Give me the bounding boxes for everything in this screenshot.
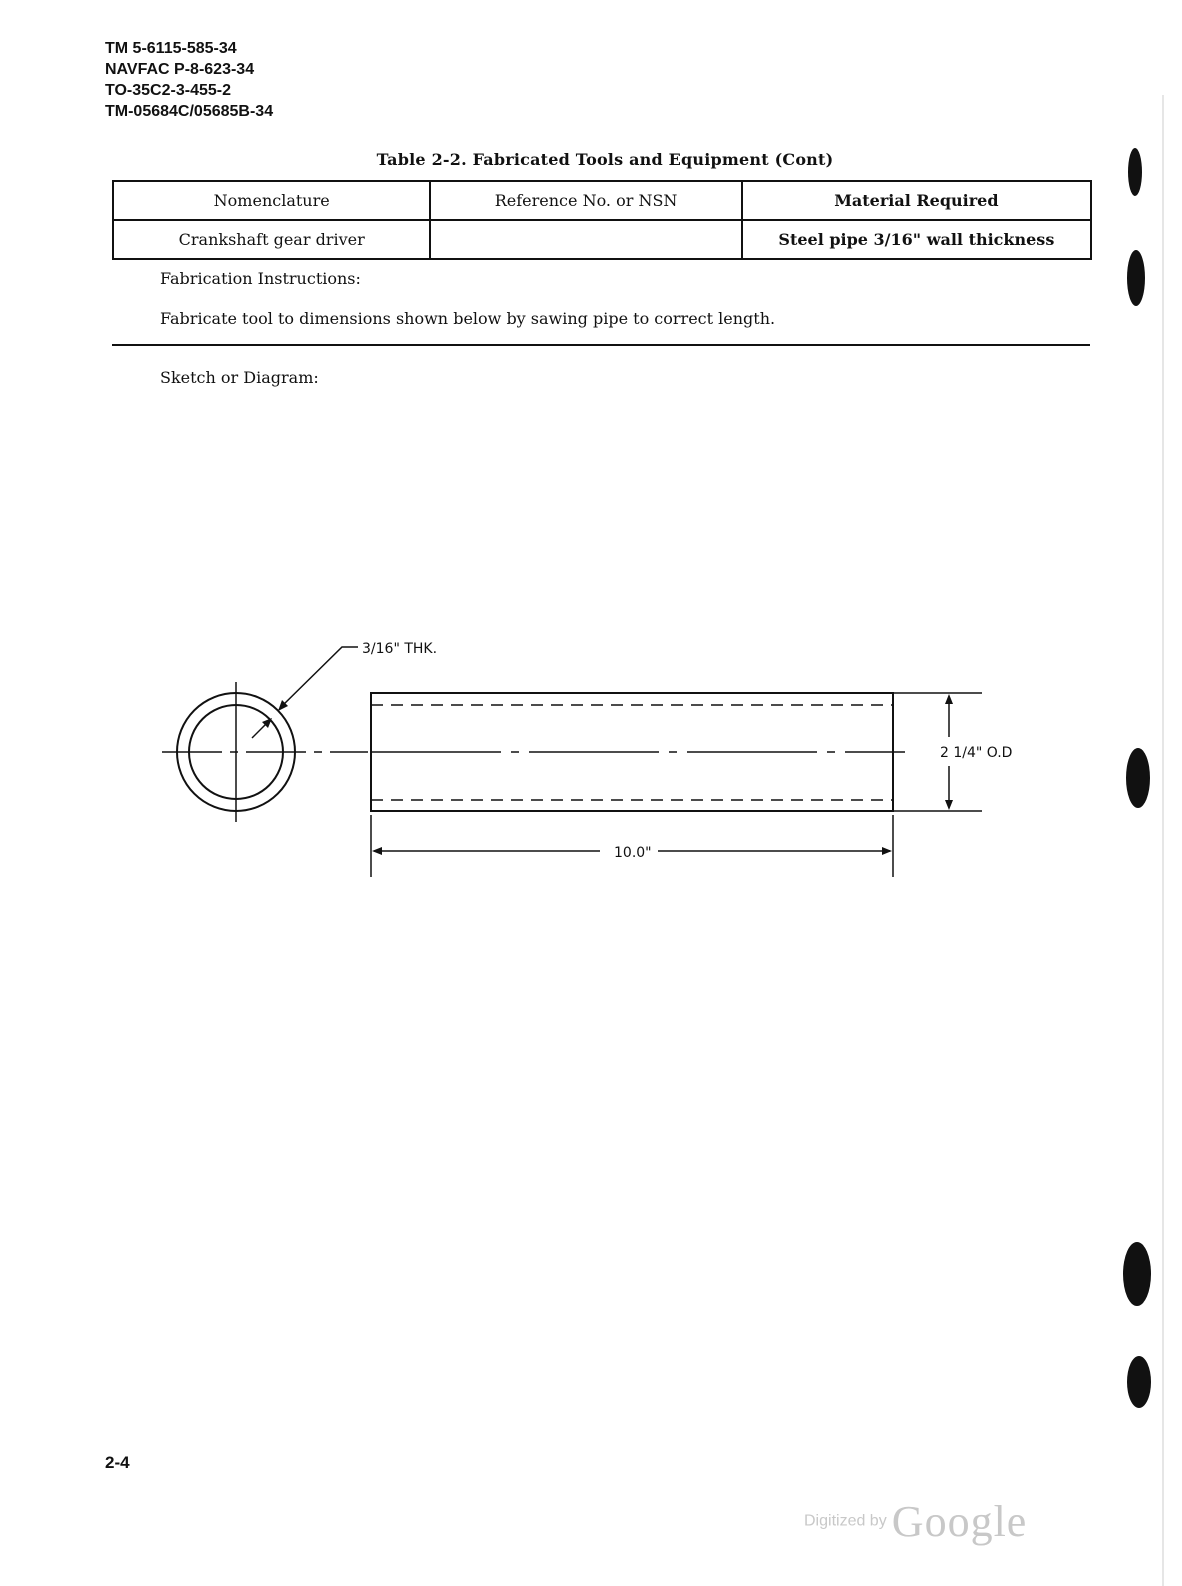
tm-number: TM 5-6115-585-34 [105,40,237,57]
length-label: 10.0" [614,845,652,861]
fabrication-instructions-label: Fabrication Instructions: [160,269,361,288]
to-number: TO-35C2-3-455-2 [105,82,231,99]
diameter-label: 2 1/4" O.D [940,745,1013,761]
binder-mark [1126,748,1150,808]
table-title: Table 2-2. Fabricated Tools and Equipment (Cont) [376,150,834,169]
cell-material: Steel pipe 3/16" wall thickness [742,220,1091,259]
column-header-material: Material Required [742,181,1091,220]
google-logo: Google [891,1497,1028,1546]
binder-mark [1127,1356,1151,1408]
column-header-nomenclature: Nomenclature [113,181,430,220]
binder-mark [1123,1242,1151,1306]
tm-marine-number: TM-05684C/05685B-34 [105,103,274,120]
navfac-number: NAVFAC P-8-623-34 [105,61,255,78]
thickness-label: 3/16" THK. [362,641,438,657]
fabrication-instructions-text: Fabricate tool to dimensions shown below by sawing pipe to correct length. [160,309,776,328]
page-number: 2-4 [105,1453,130,1472]
binder-mark [1127,250,1145,306]
column-header-reference: Reference No. or NSN [430,181,741,220]
sketch-label: Sketch or Diagram: [160,368,319,387]
binder-mark [1128,148,1142,196]
digitized-by-google-watermark [804,1496,1027,1547]
cell-nomenclature: Crankshaft gear driver [113,220,430,259]
digitized-prefix: Digitized by [804,1512,887,1530]
